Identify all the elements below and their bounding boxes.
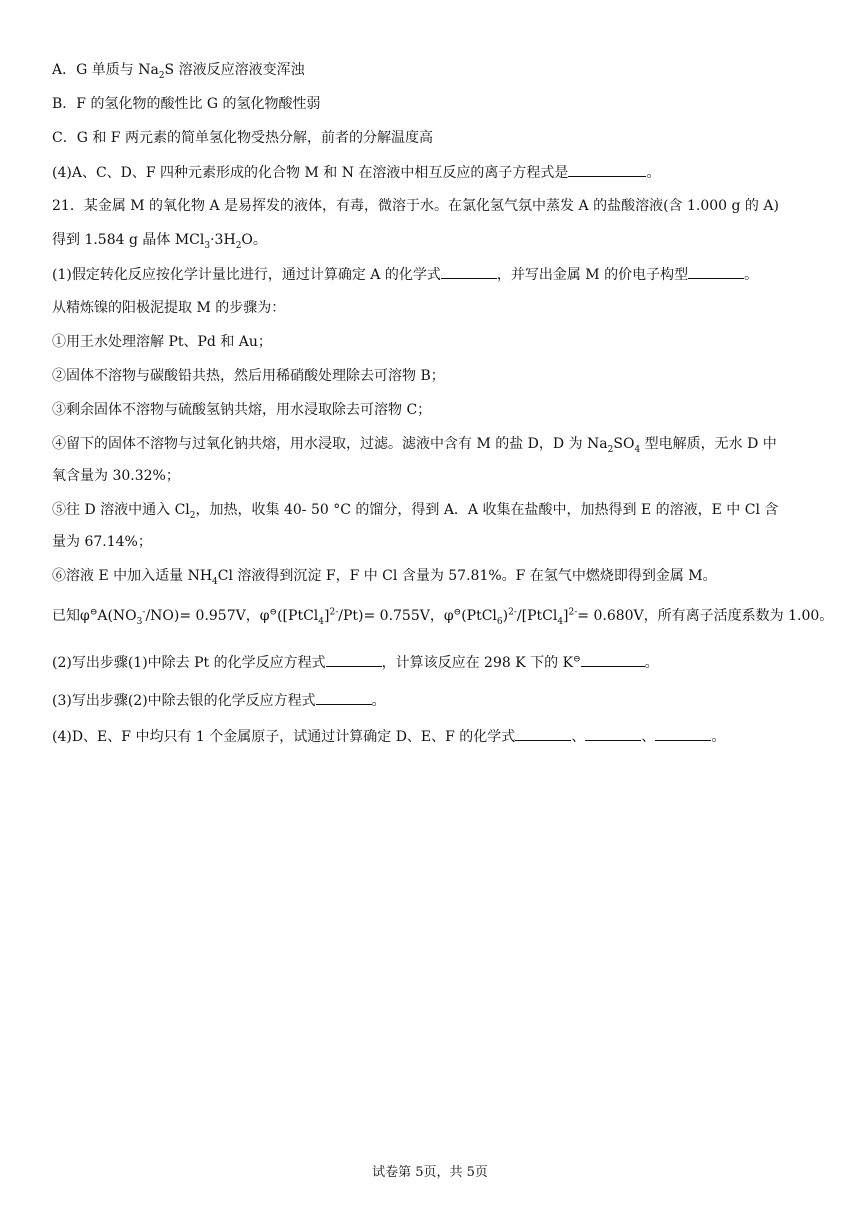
steps-intro: 从精炼镍的阳极泥提取 M 的步骤为： xyxy=(52,300,286,316)
step-2: ②固体不溶物与碳酸铅共热，然后用稀硝酸处理除去可溶物 B； xyxy=(52,368,445,384)
page-footer: 试卷第 5页，共 5页 xyxy=(372,1165,488,1180)
step-4-line1: ④留下的固体不溶物与过氧化钠共熔，用水浸取，过滤。滤液中含有 M 的盐 D，D 为 $Na_2SO_4$ 型电解质，无水 D 中 xyxy=(52,436,777,455)
answer-blank[interactable] xyxy=(585,726,641,741)
option-c: C．G 和 F 两元素的简单氢化物受热分解，前者的分解温度高 xyxy=(52,130,433,146)
answer-blank[interactable] xyxy=(326,652,382,667)
answer-blank[interactable] xyxy=(655,726,711,741)
step-5-line1: ⑤往 D 溶液中通入 $Cl_2$，加热，收集 40- 50 °C 的馏分，得到 A．A 收集在盐酸中，加热得到 E 的溶液，E 中 Cl 含 xyxy=(52,502,779,521)
question-21-4: (4)D、E、F 中均只有 1 个金属原子，试通过计算确定 D、E、F 的化学式 、 、 。 xyxy=(52,726,725,747)
question-20-4: (4)A、C、D、F 四种元素形成的化合物 M 和 N 在溶液中相互反应的离子方程式是 。 xyxy=(52,162,660,183)
step-3: ③剩余固体不溶物与硫酸氢钠共熔，用水浸取除去可溶物 C； xyxy=(52,402,432,418)
option-a: A．G 单质与 $Na_2S$ 溶液反应溶液变浑浊 xyxy=(52,62,305,81)
step-1: ①用王水处理溶解 Pt、Pd 和 Au； xyxy=(52,334,272,350)
question-21-3: (3)写出步骤(2)中除去银的化学反应方程式 。 xyxy=(52,690,386,711)
answer-blank[interactable] xyxy=(568,162,646,177)
step-5-line2: 量为 67.14%； xyxy=(52,534,152,550)
answer-blank[interactable] xyxy=(316,690,372,705)
option-b: B．F 的氢化物的酸性比 G 的氢化物酸性弱 xyxy=(52,96,321,112)
answer-blank[interactable] xyxy=(441,264,497,279)
question-21-stem-line1: 21．某金属 M 的氧化物 A 是易挥发的液体，有毒，微溶于水。在氯化氢气氛中蒸发 A 的盐酸溶液(含 1.000 g 的 A) xyxy=(52,198,779,214)
answer-blank[interactable] xyxy=(581,652,645,667)
question-21-stem-line2: 得到 1.584 g 晶体 $MCl_3\cdot 3H_2O$。 xyxy=(52,232,267,251)
question-21-2: (2)写出步骤(1)中除去 Pt 的化学反应方程式 ，计算该反应在 298 K 下的 K⊖ 。 xyxy=(52,652,659,673)
step-4-line2: 氧含量为 30.32%； xyxy=(52,468,180,484)
step-6: ⑥溶液 E 中加入适量 $NH_4Cl$ 溶液得到沉淀 F，F 中 Cl 含量为 57.81%。F 在氢气中燃烧即得到金属 M。 xyxy=(52,568,717,587)
question-21-1: (1)假定转化反应按化学计量比进行，通过计算确定 A 的化学式 ，并写出金属 M 的价电子构型 。 xyxy=(52,264,758,285)
given-potentials: 已知$\varphi^⊖A(NO_3^-/NO)= 0.957V$，φ⊖([PtCl$_4$]$^{2-}$/Pt)= 0.755V，φ⊖(PtCl$_6$)$^{2-}$/[PtCl$_4$]$^{2-}$= 0.680V，所有离子活度系数为 1.00。 xyxy=(52,607,834,627)
answer-blank[interactable] xyxy=(515,726,571,741)
answer-blank[interactable] xyxy=(688,264,744,279)
